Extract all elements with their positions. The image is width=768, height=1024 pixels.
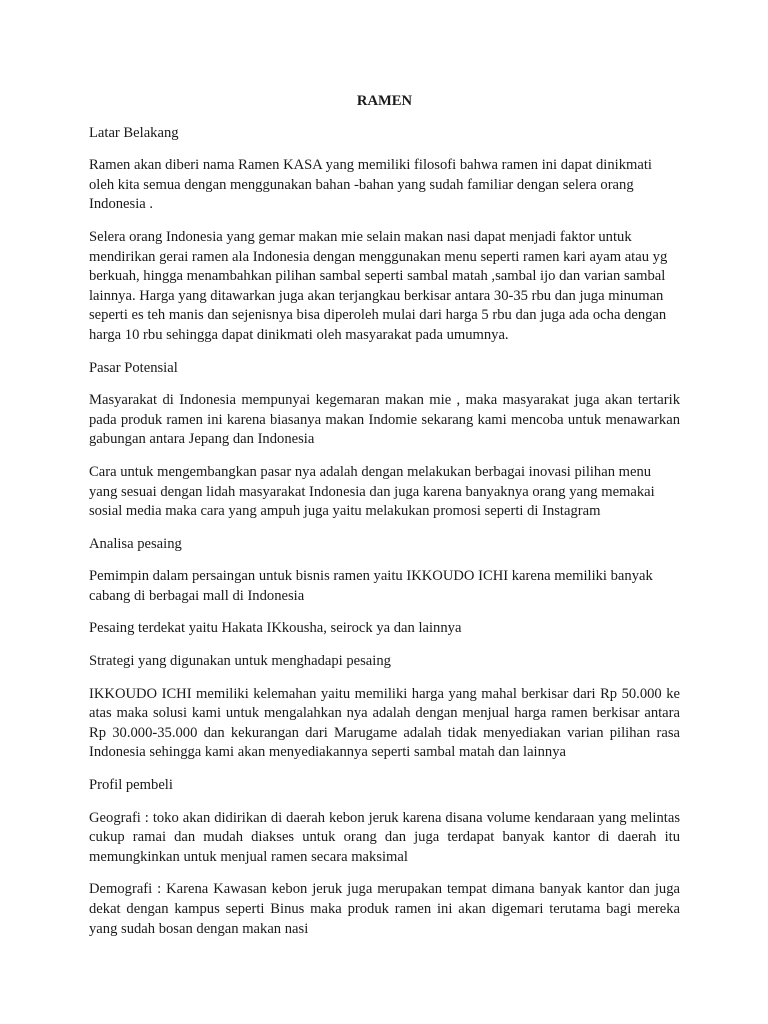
paragraph: IKKOUDO ICHI memiliki kelemahan yaitu memiliki harga yang mahal berkisar dari Rp 50.000 ke atas maka solusi kami untuk mengalahkan nya adalah dengan menjual harga ramen berkisar antara Rp 30.000-35.000 dan kekurangan dari Marugame adalah tidak menyediakan varian pilihan rasa Indonesia sehingga kami akan menyediakannya seperti sambal matah dan lainnya [89,685,680,761]
section-heading-analisa-pesaing: Analisa pesaing [89,535,182,552]
paragraph: Pemimpin dalam persaingan untuk bisnis ramen yaitu IKKOUDO ICHI karena memiliki banyak cabang di berbagai mall di Indonesia [89,568,653,604]
paragraph: Selera orang Indonesia yang gemar makan mie selain makan nasi dapat menjadi faktor untuk mendirikan gerai ramen ala Indonesia dengan menggunakan menu seperti ramen kari ayam atau yg berkuah, hingga menambahkan pilihan sambal seperti sambal matah ,sambal ijo dan varian sambal lainnya. Harga yang ditawarkan juga akan terjangkau berkisar antara 30-35 rbu dan juga minuman seperti es teh manis dan sejenisnya bisa diperoleh mulai dari harga 5 rbu dan juga ada ocha dengan harga 10 rbu sehingga dapat dinikmati oleh masyarakat pada umumnya. [89,228,668,343]
paragraph: Geografi : toko akan didirikan di daerah kebon jeruk karena disana volume kendaraan yang melintas cukup ramai dan mudah diakses untuk orang dan juga terdapat banyak kantor di daerah itu memungkinkan untuk menjual ramen secara maksimal [89,809,680,865]
paragraph: Strategi yang digunakan untuk menghadapi pesaing [89,653,391,670]
section-heading-latar-belakang: Latar Belakang [89,124,179,141]
section-heading-profil-pembeli: Profil pembeli [89,777,173,794]
paragraph: Ramen akan diberi nama Ramen KASA yang memiliki filosofi bahwa ramen ini dapat dinikmati oleh kita semua dengan menggunakan bahan -bahan yang sudah familiar dengan selera orang Indonesia . [89,157,652,213]
section-heading-pasar-potensial: Pasar Potensial [89,359,178,376]
paragraph: Pesaing terdekat yaitu Hakata IKkousha, seirock ya dan lainnya [89,620,462,637]
document-title: RAMEN [356,93,413,109]
paragraph: Masyarakat di Indonesia mempunyai kegemaran makan mie , maka masyarakat juga akan tertarik pada produk ramen ini karena biasanya makan Indomie sekarang kami mencoba untuk menawarkan gabungan antara Jepang dan Indonesia [89,392,680,448]
paragraph: Demografi : Karena Kawasan kebon jeruk juga merupakan tempat dimana banyak kantor dan juga dekat dengan kampus seperti Binus maka produk ramen ini akan digemari terutama bagi mereka yang sudah bosan dengan makan nasi [89,881,680,937]
paragraph: Cara untuk mengembangkan pasar nya adalah dengan melakukan berbagai inovasi pilihan menu yang sesuai dengan lidah masyarakat Indonesia dan juga karena banyaknya orang yang memakai sosial media maka cara yang ampuh juga yaitu melakukan promosi seperti di Instagram [89,463,655,520]
